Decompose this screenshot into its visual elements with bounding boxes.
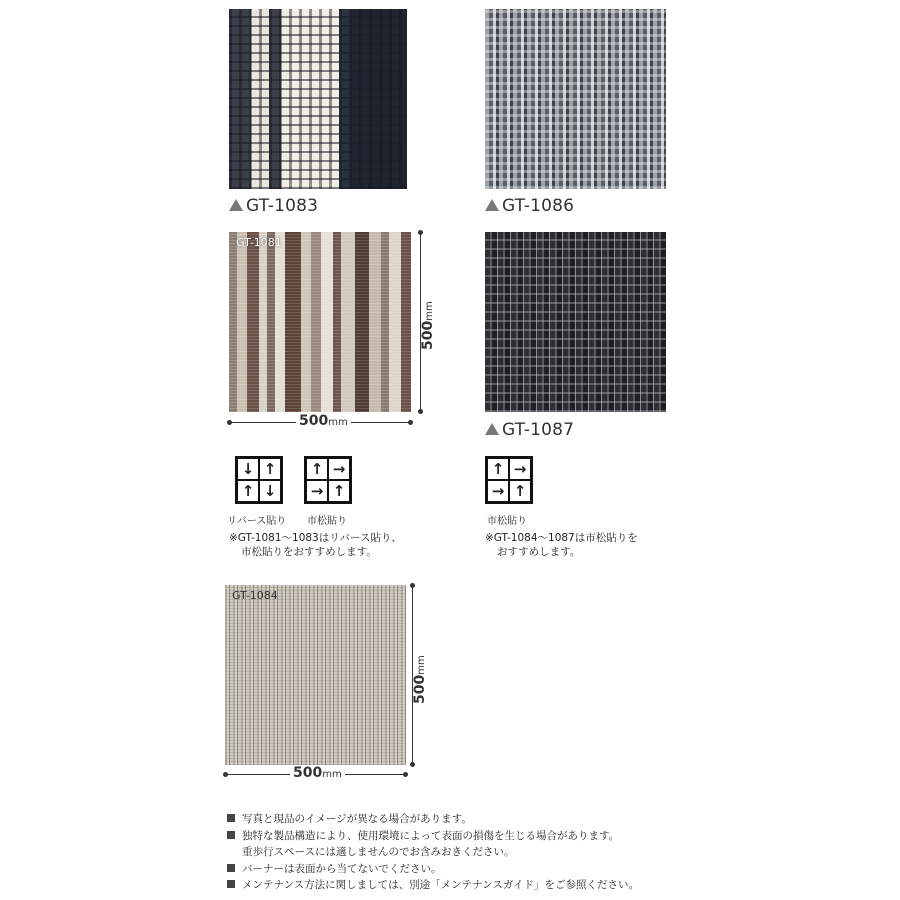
arrow-up-icon: ↑ bbox=[237, 480, 259, 502]
note-right: ※GT-1084～1087は市松貼りを おすすめします。 bbox=[485, 532, 638, 558]
swatch-gt-1081 bbox=[229, 232, 411, 412]
dimension-height-gt-1084: 500mm bbox=[412, 655, 428, 704]
dimension-dot bbox=[403, 772, 408, 777]
swatch-gt-1084 bbox=[225, 585, 406, 765]
reverse-pattern-diagram bbox=[235, 456, 283, 504]
bullet-square-icon bbox=[227, 880, 235, 888]
footer-note: バーナーは表面から当てないでください。 bbox=[227, 861, 639, 878]
footer-note: メンテナンス方法に関しましては、別途「メンテナンスガイド」をご参照ください。 bbox=[227, 877, 639, 894]
code-gt-1083: GT-1083 bbox=[229, 196, 318, 216]
triangle-icon bbox=[229, 199, 243, 211]
arrow-right-icon: → bbox=[306, 480, 328, 502]
arrow-up-icon: ↑ bbox=[328, 480, 350, 502]
dimension-dot bbox=[410, 762, 415, 767]
dimension-dot bbox=[223, 772, 228, 777]
dimension-dot bbox=[408, 420, 413, 425]
triangle-icon bbox=[485, 423, 499, 435]
arrow-right-icon: → bbox=[487, 480, 509, 502]
dimension-dot bbox=[418, 409, 423, 414]
dimension-height-gt-1081: 500mm bbox=[420, 301, 436, 350]
arrow-right-icon: → bbox=[509, 458, 531, 480]
arrow-right-icon: → bbox=[328, 458, 350, 480]
bullet-square-icon bbox=[227, 814, 235, 822]
dimension-width-gt-1084: 500mm bbox=[290, 765, 345, 781]
swatch-gt-1087 bbox=[485, 232, 666, 412]
checker-pattern-label: 市松貼り bbox=[307, 516, 347, 527]
swatch-gt-1083 bbox=[229, 9, 407, 189]
checker-pattern-diagram-right bbox=[485, 456, 533, 504]
checker-pattern-diagram bbox=[304, 456, 352, 504]
footer-note: 独特な製品構造により、使用環境によって表面の損傷を生じる場合があります。 bbox=[227, 828, 639, 845]
footer-note: 写真と現品のイメージが異なる場合があります。 bbox=[227, 811, 639, 828]
checker-pattern-label-right: 市松貼り bbox=[487, 516, 527, 527]
swatch-gt-1086 bbox=[485, 9, 666, 189]
note-left: ※GT-1081～1083はリバース貼り、 市松貼りをおすすめします。 bbox=[229, 532, 402, 558]
footer-notes bbox=[227, 811, 639, 894]
dimension-width-gt-1081: 500mm bbox=[296, 413, 351, 429]
code-gt-1087: GT-1087 bbox=[485, 420, 574, 440]
code-gt-1086: GT-1086 bbox=[485, 196, 574, 216]
triangle-icon bbox=[485, 199, 499, 211]
arrow-up-icon: ↑ bbox=[487, 458, 509, 480]
bullet-square-icon bbox=[227, 831, 235, 839]
arrow-up-icon: ↑ bbox=[509, 480, 531, 502]
dimension-dot bbox=[418, 230, 423, 235]
arrow-up-icon: ↑ bbox=[259, 458, 281, 480]
dimension-dot bbox=[227, 420, 232, 425]
reverse-pattern-label: リバース貼り bbox=[227, 516, 287, 527]
swatch-label-gt-1084: GT-1084 bbox=[232, 589, 278, 602]
dimension-dot bbox=[410, 583, 415, 588]
arrow-up-icon: ↑ bbox=[306, 458, 328, 480]
footer-note-continued: 重歩行スペースには適しませんのでお含みおきください。 bbox=[242, 846, 515, 858]
swatch-label-gt-1081: GT-1081 bbox=[236, 236, 282, 249]
arrow-down-icon: ↓ bbox=[259, 480, 281, 502]
bullet-square-icon bbox=[227, 864, 235, 872]
arrow-down-icon: ↓ bbox=[237, 458, 259, 480]
